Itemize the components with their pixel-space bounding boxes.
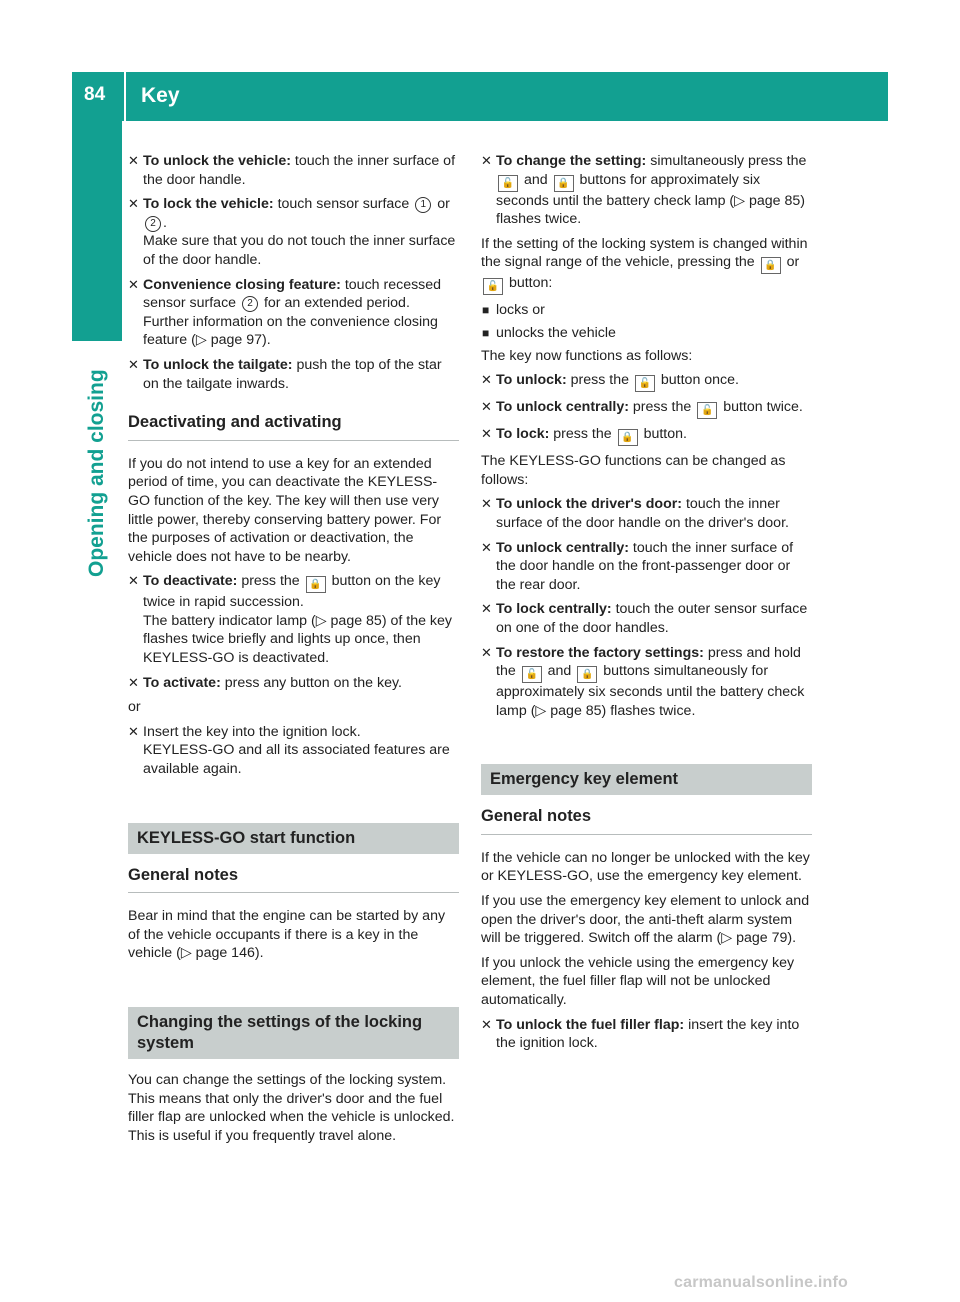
paragraph: If you unlock the vehicle using the emergency key element, the fuel filler flap will not be unlocked automatically. bbox=[481, 954, 795, 1009]
page-number: 84 bbox=[84, 84, 106, 105]
step-marker-icon: ✕ bbox=[481, 601, 492, 617]
list-item: ✕ To lock: press the 🔒 button. bbox=[481, 425, 812, 446]
step-marker-icon: ✕ bbox=[481, 426, 492, 442]
list-item: ✕ To unlock: press the 🔓 button once. bbox=[481, 371, 812, 392]
side-color-block bbox=[72, 121, 122, 341]
paragraph: If the vehicle can no longer be unlocked with the key or KEYLESS-GO, use the emergency key element. bbox=[481, 849, 810, 885]
list-item: ✕ To unlock the tailgate: push the top of the star on the tailgate inwards. bbox=[128, 356, 442, 392]
page-title: Key bbox=[141, 84, 180, 107]
step-marker-icon: ✕ bbox=[128, 356, 139, 372]
section-heading-locking-settings: Changing the settings of the locking system bbox=[128, 1007, 459, 1059]
bullet-icon: ■ bbox=[482, 325, 490, 340]
list-item: ✕ Convenience closing feature: touch recessed sensor surface 2 for an extended period. Further information on the convenience closing feature (▷ page 97). bbox=[128, 276, 442, 349]
step-marker-icon: ✕ bbox=[128, 153, 139, 168]
list-item: ✕ To unlock the fuel filler flap: insert the key into the ignition lock. bbox=[481, 1016, 800, 1052]
bullet-item: ■ locks or bbox=[482, 302, 545, 319]
unlock-icon: 🔓 bbox=[522, 666, 542, 683]
bullet-item: ■ unlocks the vehicle bbox=[482, 324, 616, 341]
step-marker-icon: ✕ bbox=[481, 644, 492, 660]
paragraph: If you use the emergency key element to unlock and open the driver's door, the anti-theft alarm system will be triggered. Switch off the alarm (▷ page 79). bbox=[481, 893, 810, 947]
unlock-icon: 🔓 bbox=[697, 402, 717, 419]
step-marker-icon: ✕ bbox=[128, 276, 139, 292]
step-marker-icon: ✕ bbox=[128, 674, 139, 690]
sensor-surface-1-marker: 1 bbox=[415, 197, 431, 213]
paragraph: The KEYLESS-GO functions can be changed as follows: bbox=[481, 453, 786, 488]
lock-icon: 🔒 bbox=[554, 175, 574, 192]
subheading-general-notes: General notes bbox=[128, 866, 459, 894]
list-item: ✕ To lock centrally: touch the outer sensor surface on one of the door handles. bbox=[481, 601, 808, 636]
step-marker-icon: ✕ bbox=[128, 573, 139, 589]
bullet-icon: ■ bbox=[482, 303, 490, 318]
list-item: ✕ Insert the key into the ignition lock. KEYLESS-GO and all its associated features are available again. bbox=[128, 723, 450, 778]
side-tab bbox=[72, 341, 122, 601]
paragraph: You can change the settings of the locking system. This means that only the driver's door and the fuel filler flap are unlocked when the vehicle is unlocked. This is useful if you frequently travel alone. bbox=[128, 1072, 455, 1144]
side-tab-label: Opening and closing bbox=[85, 369, 108, 577]
unlock-icon: 🔓 bbox=[483, 278, 503, 295]
step-marker-icon: ✕ bbox=[481, 539, 492, 555]
section-heading-keyless-go-start: KEYLESS-GO start function bbox=[128, 823, 459, 854]
lock-icon: 🔒 bbox=[577, 666, 597, 683]
section-heading-emergency-key: Emergency key element bbox=[481, 764, 812, 795]
watermark[interactable]: carmanualsonline.info bbox=[674, 1274, 849, 1291]
lock-icon: 🔒 bbox=[306, 576, 326, 593]
step-marker-icon: ✕ bbox=[481, 1016, 492, 1032]
header-bar bbox=[72, 72, 888, 121]
step-marker-icon: ✕ bbox=[481, 372, 492, 388]
lock-icon: 🔒 bbox=[618, 429, 638, 446]
list-item: ✕ To unlock the driver's door: touch the inner surface of the door handle on the driver's door. bbox=[481, 496, 789, 531]
sensor-surface-2-marker: 2 bbox=[145, 216, 161, 232]
unlock-icon: 🔓 bbox=[635, 375, 655, 392]
list-item: ✕ To change the setting: simultaneously press the 🔓 and 🔒 buttons for approximately six seconds until the battery check lamp (▷ page 85) flashes twice. bbox=[481, 153, 807, 228]
list-item: ✕ To restore the factory settings: press and hold the 🔓 and 🔒 buttons simultaneously for approximately six seconds until the battery check lamp (▷ page 85) flashes twice. bbox=[481, 644, 805, 719]
sensor-surface-2-marker: 2 bbox=[242, 296, 258, 312]
step-marker-icon: ✕ bbox=[481, 153, 492, 168]
unlock-icon: 🔓 bbox=[498, 175, 518, 192]
list-item: ✕ To unlock centrally: touch the inner surface of the door handle on the front-passenger door or the rear door. bbox=[481, 539, 794, 593]
or-text: or bbox=[128, 699, 141, 716]
right-column bbox=[481, 152, 812, 1059]
step-marker-icon: ✕ bbox=[481, 496, 492, 512]
subheading-deactivating: Deactivating and activating bbox=[128, 413, 459, 441]
paragraph: Bear in mind that the engine can be started by any of the vehicle occupants if there is a key in the vehicle (▷ page 146). bbox=[128, 908, 446, 962]
left-column bbox=[128, 152, 459, 1151]
list-item: ✕ To activate: press any button on the key. bbox=[128, 674, 402, 691]
step-marker-icon: ✕ bbox=[481, 399, 492, 415]
subheading-general-notes: General notes bbox=[481, 807, 812, 835]
list-item: ✕ To lock the vehicle: touch sensor surface 1 or 2 . Make sure that you do not touch the inner surface of the door handle. bbox=[128, 196, 456, 268]
list-item: ✕ To deactivate: press the 🔒 button on the key twice in rapid succession. The battery indicator lamp (▷ page 85) of the key flashes twice briefly and lights up once, then KEYLESS-GO is deactivated. bbox=[128, 573, 453, 667]
list-item: ✕ To unlock the vehicle: touch the inner surface of the door handle. bbox=[128, 153, 456, 188]
step-marker-icon: ✕ bbox=[128, 196, 139, 212]
paragraph: If the setting of the locking system is changed within the signal range of the vehicle, pressing the 🔒 or 🔓 button: bbox=[481, 235, 812, 296]
paragraph: If you do not intend to use a key for an extended period of time, you can deactivate the KEYLESS-GO function of the key. The key will then use very little power, thereby conserving battery power. For the purposes of activation or deactivation, the vehicle does not have to be nearby. bbox=[128, 455, 442, 565]
paragraph: The key now functions as follows: bbox=[481, 347, 693, 364]
lock-icon: 🔒 bbox=[761, 257, 781, 274]
list-item: ✕ To unlock centrally: press the 🔓 button twice. bbox=[481, 398, 812, 419]
step-marker-icon: ✕ bbox=[128, 723, 139, 739]
header-divider bbox=[124, 72, 126, 121]
